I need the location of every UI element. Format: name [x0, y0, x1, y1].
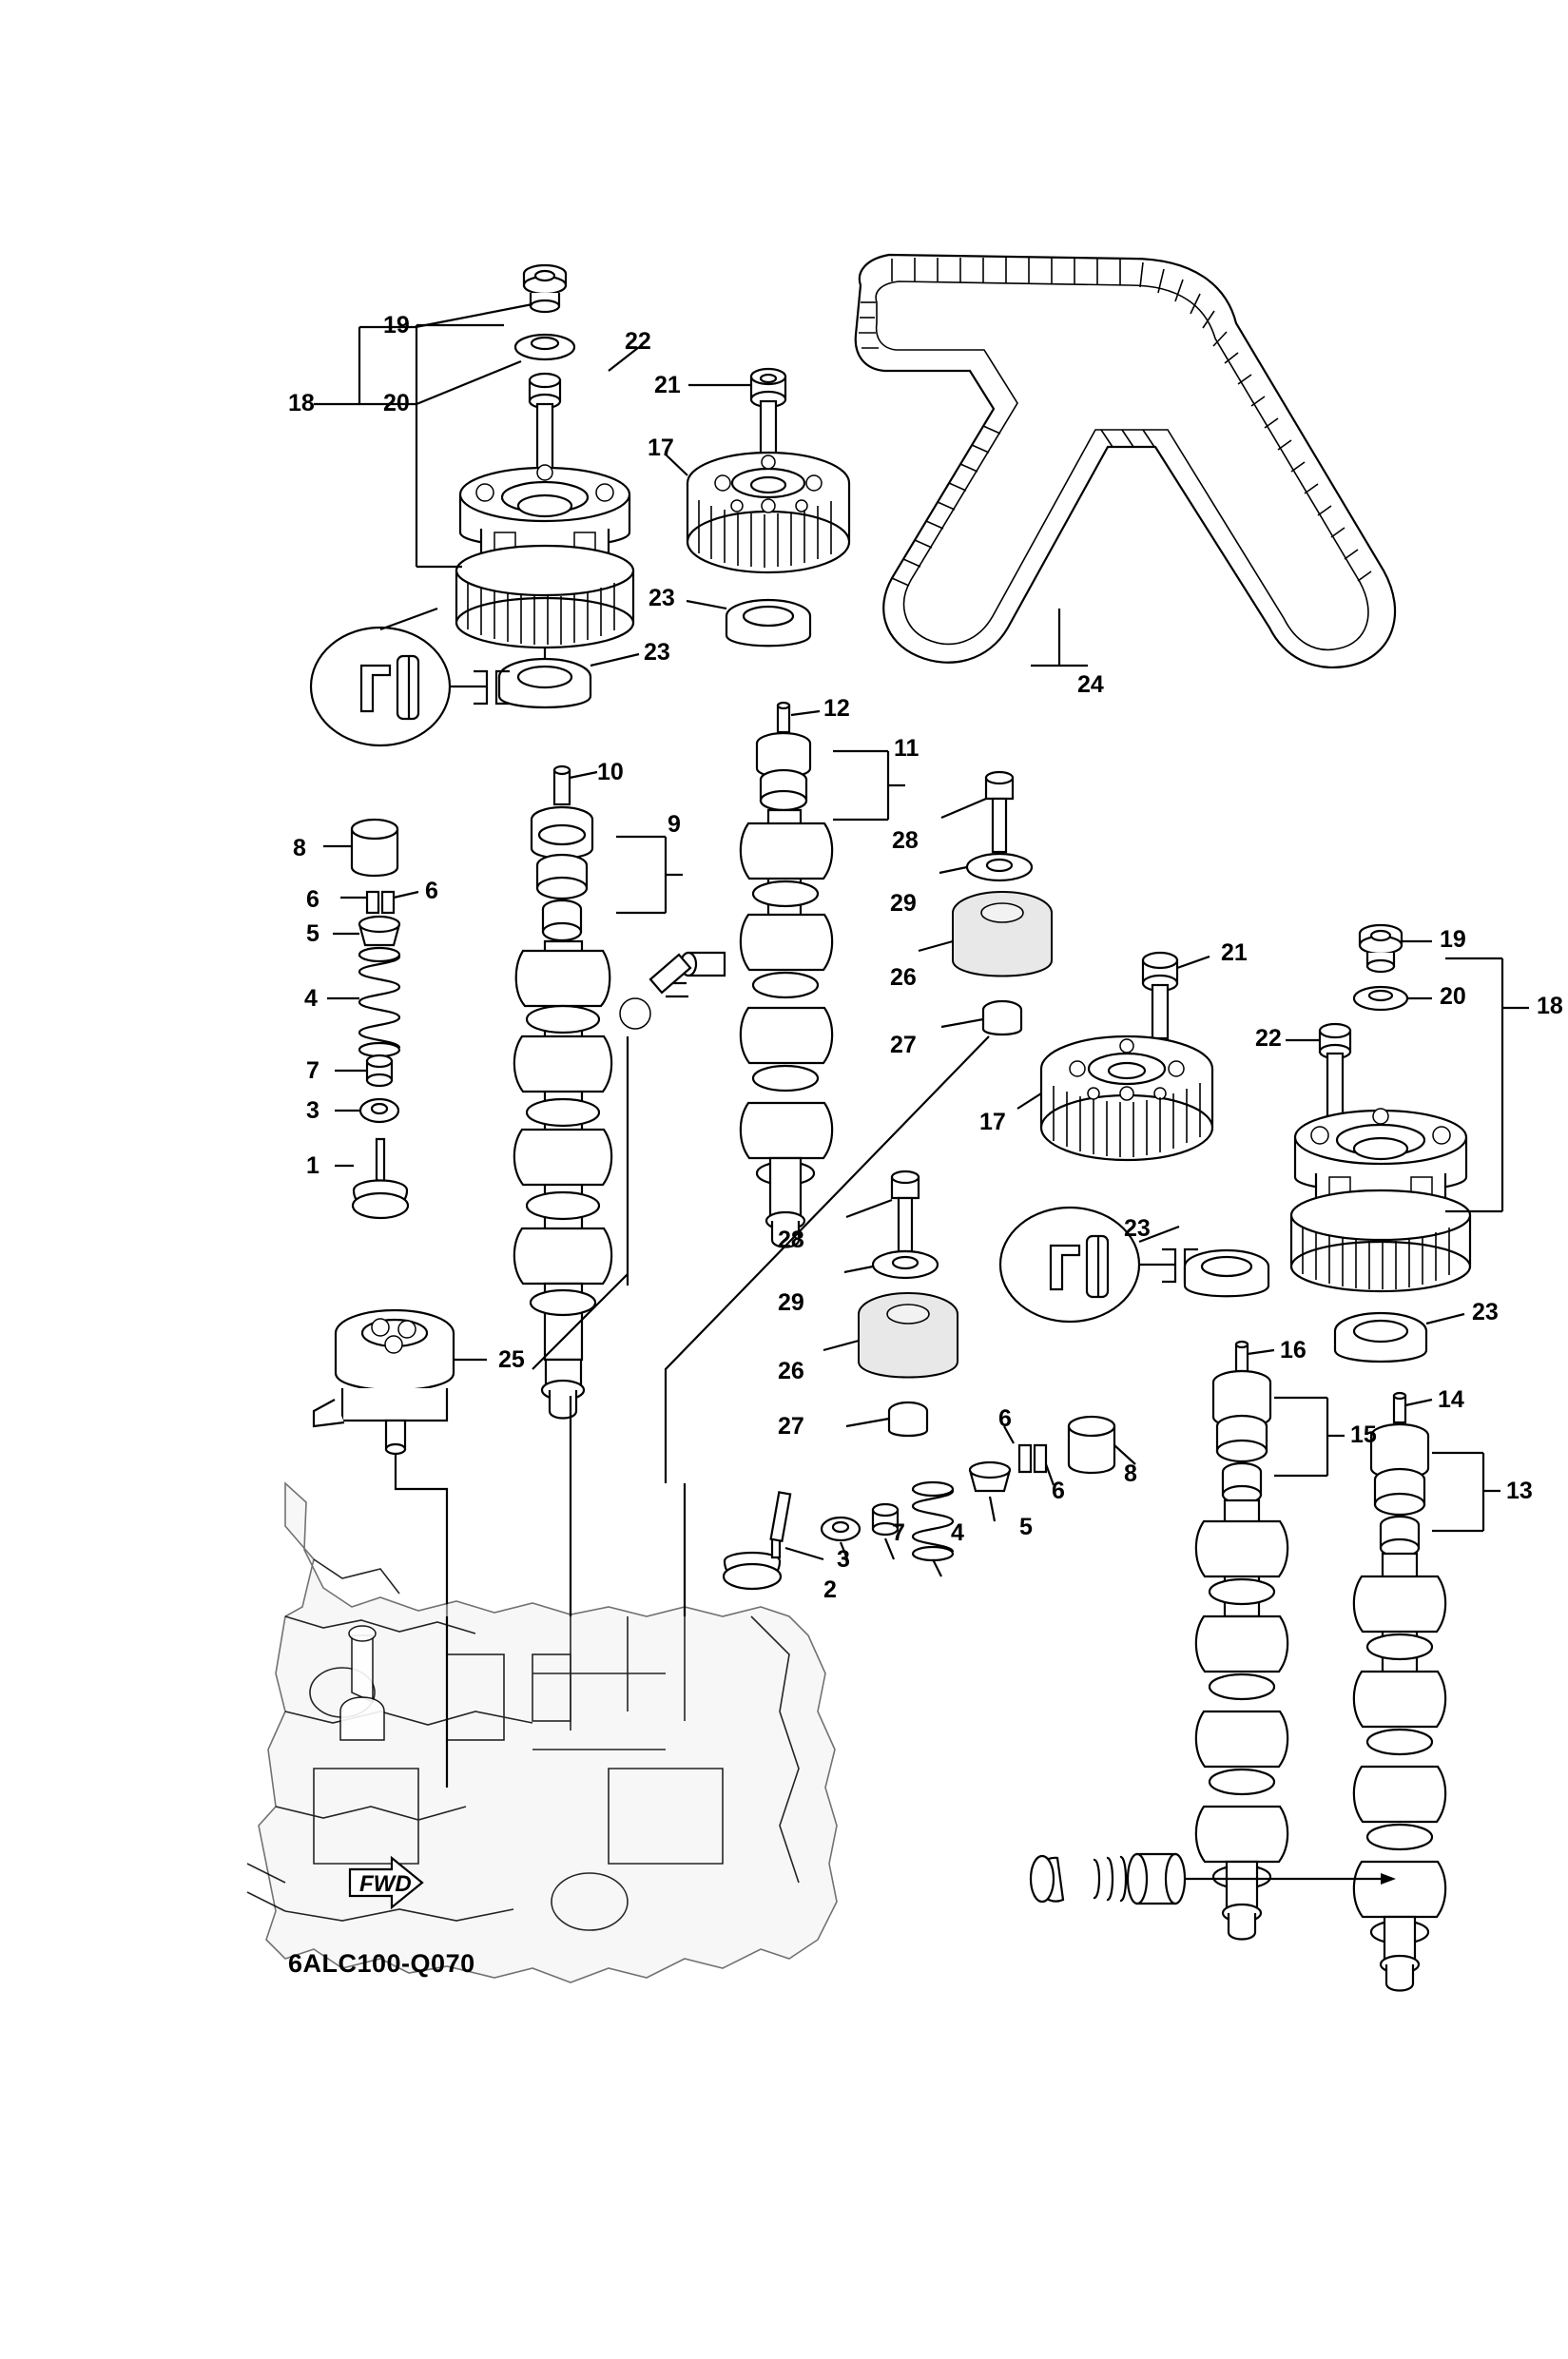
callout-26-upper: 26 — [890, 964, 917, 991]
callout-5-left: 5 — [306, 920, 319, 947]
idler-assembly-upper — [919, 772, 1052, 1034]
callout-22-left: 22 — [625, 328, 651, 355]
callout-21-top: 21 — [654, 372, 681, 398]
callout-20-right: 20 — [1440, 983, 1466, 1010]
callout-3-left: 3 — [306, 1097, 319, 1124]
callout-18-left: 18 — [288, 390, 315, 416]
callout-14: 14 — [1438, 1386, 1464, 1413]
callout-6-left-a: 6 — [306, 886, 319, 913]
callout-23-a: 23 — [648, 585, 675, 611]
vvt-sprocket-assembly-right — [1286, 925, 1529, 1362]
callout-26-lower: 26 — [778, 1358, 804, 1384]
callout-23-d: 23 — [1472, 1299, 1499, 1325]
callout-6-left-b: 6 — [425, 878, 438, 904]
callout-7-lower: 7 — [892, 1519, 905, 1546]
callout-5-lower: 5 — [1019, 1514, 1033, 1540]
callout-4-lower: 4 — [951, 1519, 964, 1546]
callout-12: 12 — [823, 695, 850, 722]
callout-29-upper: 29 — [890, 890, 917, 917]
callout-22-right: 22 — [1255, 1025, 1282, 1052]
callout-9: 9 — [668, 811, 681, 838]
callout-15: 15 — [1350, 1421, 1377, 1448]
callout-28-lower: 28 — [778, 1227, 804, 1253]
callout-6-lower-a: 6 — [998, 1405, 1012, 1432]
callout-7-left: 7 — [306, 1057, 319, 1084]
callout-8-lower: 8 — [1124, 1460, 1137, 1487]
callout-27-lower: 27 — [778, 1413, 804, 1440]
callout-2: 2 — [823, 1576, 837, 1603]
callout-11: 11 — [894, 735, 920, 762]
camshaft-13-assembly — [1354, 1393, 1500, 1991]
callout-17-lower: 17 — [979, 1109, 1006, 1135]
callout-6-lower-b: 6 — [1052, 1478, 1065, 1504]
camshaft-15-assembly — [1196, 1342, 1345, 1940]
callout-19-left: 19 — [383, 312, 410, 338]
idler-assembly-lower — [823, 1171, 958, 1436]
callout-21-lower: 21 — [1221, 939, 1248, 966]
callout-25: 25 — [498, 1346, 525, 1373]
callout-20-left: 20 — [383, 390, 410, 416]
callout-3-lower: 3 — [837, 1546, 850, 1573]
callout-17-top: 17 — [648, 435, 674, 461]
callout-24: 24 — [1077, 671, 1104, 698]
callout-23-c: 23 — [1124, 1215, 1151, 1242]
callout-19-right: 19 — [1440, 926, 1466, 953]
vvt-sprocket-assembly-left — [314, 265, 639, 660]
sprocket-assembly-17-top — [666, 369, 849, 646]
oil-seal-23-left — [499, 654, 639, 707]
callout-8-left: 8 — [293, 835, 306, 861]
sprocket-assembly-17-lower — [1017, 953, 1212, 1160]
callout-18-right: 18 — [1537, 993, 1563, 1019]
callout-23-b: 23 — [644, 639, 670, 666]
callout-16: 16 — [1280, 1337, 1307, 1363]
camshaft-left-assembly — [514, 766, 683, 1419]
callout-4-left: 4 — [304, 985, 318, 1012]
engine-block-reference — [247, 1396, 837, 1982]
valve-assembly-lower — [724, 1413, 1135, 1589]
callout-29-lower: 29 — [778, 1289, 804, 1316]
diagram-code-label: 6ALC100-Q070 — [288, 1949, 475, 1978]
timing-belt-graphic — [856, 255, 1395, 667]
callout-27-upper: 27 — [890, 1032, 917, 1058]
callout-13: 13 — [1506, 1478, 1533, 1504]
callout-28-upper: 28 — [892, 827, 919, 854]
tensioner-assembly-25 — [314, 1310, 487, 1616]
callout-10: 10 — [597, 759, 624, 785]
valve-assembly-left — [323, 820, 418, 1218]
fwd-direction-label: FWD — [359, 1871, 412, 1897]
callout-1: 1 — [306, 1152, 319, 1179]
